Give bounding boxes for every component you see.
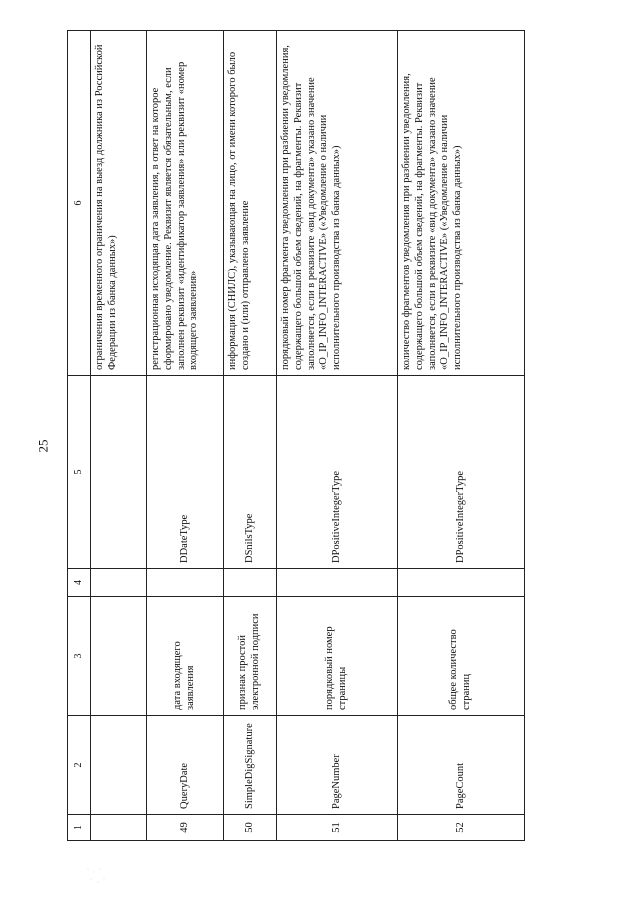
field-flag — [398, 569, 525, 597]
field-details: количество фрагментов уведомления при разбиении уведомления, содержащего большой объем сведений, на фрагменты. Реквизит заполняется, если в реквизите «вид документа» указано значение «O_IP_INFO_INTERACTIVE» («Уведомление о наличии исполнительного производства из банка данных») — [398, 31, 525, 376]
field-name: SimpleDigSignature — [224, 716, 277, 815]
field-type: DPositiveIntegerType — [277, 376, 398, 569]
field-description — [91, 597, 147, 716]
table-header-row — [68, 31, 91, 841]
field-type: DSnilsType — [224, 376, 277, 569]
field-description: признак простой электронной подписи — [224, 597, 277, 716]
header-col-2: 2 — [68, 716, 91, 815]
header-col-6: 6 — [68, 31, 91, 376]
header-col-5: 5 — [68, 376, 91, 569]
field-flag — [147, 569, 224, 597]
field-type: DPositiveIntegerType — [398, 376, 525, 569]
field-description: общее количество страниц — [398, 597, 525, 716]
field-flag — [91, 569, 147, 597]
scan-artifact — [86, 866, 108, 886]
table-row — [91, 31, 147, 841]
table-row — [224, 31, 277, 841]
field-type: DDateType — [147, 376, 224, 569]
header-col-1: 1 — [68, 815, 91, 841]
field-description: дата входящего заявления — [147, 597, 224, 716]
field-details: регистрационная исходящая дата заявления, в ответ на которое сформировано уведомление. Реквизит является обязательным, если заполнен реквизит «идентификатор заявления» или реквизит «номер входящего заявления» — [147, 31, 224, 376]
rotated-table-page — [67, 31, 521, 841]
field-flag — [277, 569, 398, 597]
field-name: PageCount — [398, 716, 525, 815]
page-number: 25 — [35, 439, 51, 453]
header-col-4: 4 — [68, 569, 91, 597]
field-flag — [224, 569, 277, 597]
field-description: порядковый номер страницы — [277, 597, 398, 716]
row-number: 51 — [277, 815, 398, 841]
header-col-3: 3 — [68, 597, 91, 716]
field-name — [91, 716, 147, 815]
document-table — [67, 30, 525, 841]
row-number: 52 — [398, 815, 525, 841]
table-row — [147, 31, 224, 841]
row-number — [91, 815, 147, 841]
field-details: информация (СНИЛС), указывающая на лицо, от имени которого было создано и (или) отправлено заявление — [224, 31, 277, 376]
table-row — [277, 31, 398, 841]
field-details: ограничения временного ограничения на выезд должника из Российской Федерации из банка данных») — [91, 31, 147, 376]
row-number: 49 — [147, 815, 224, 841]
row-number: 50 — [224, 815, 277, 841]
table-row — [398, 31, 525, 841]
field-name: PageNumber — [277, 716, 398, 815]
field-details: порядковый номер фрагмента уведомления при разбиении уведомления, содержащего большой объем сведений, на фрагменты. Реквизит заполняется, если в реквизите «вид документа» указано значение «O_IP_INFO_INTERACTIVE» («Уведомление о наличии исполнительного производства из банка данных») — [277, 31, 398, 376]
field-name: QueryDate — [147, 716, 224, 815]
field-type — [91, 376, 147, 569]
